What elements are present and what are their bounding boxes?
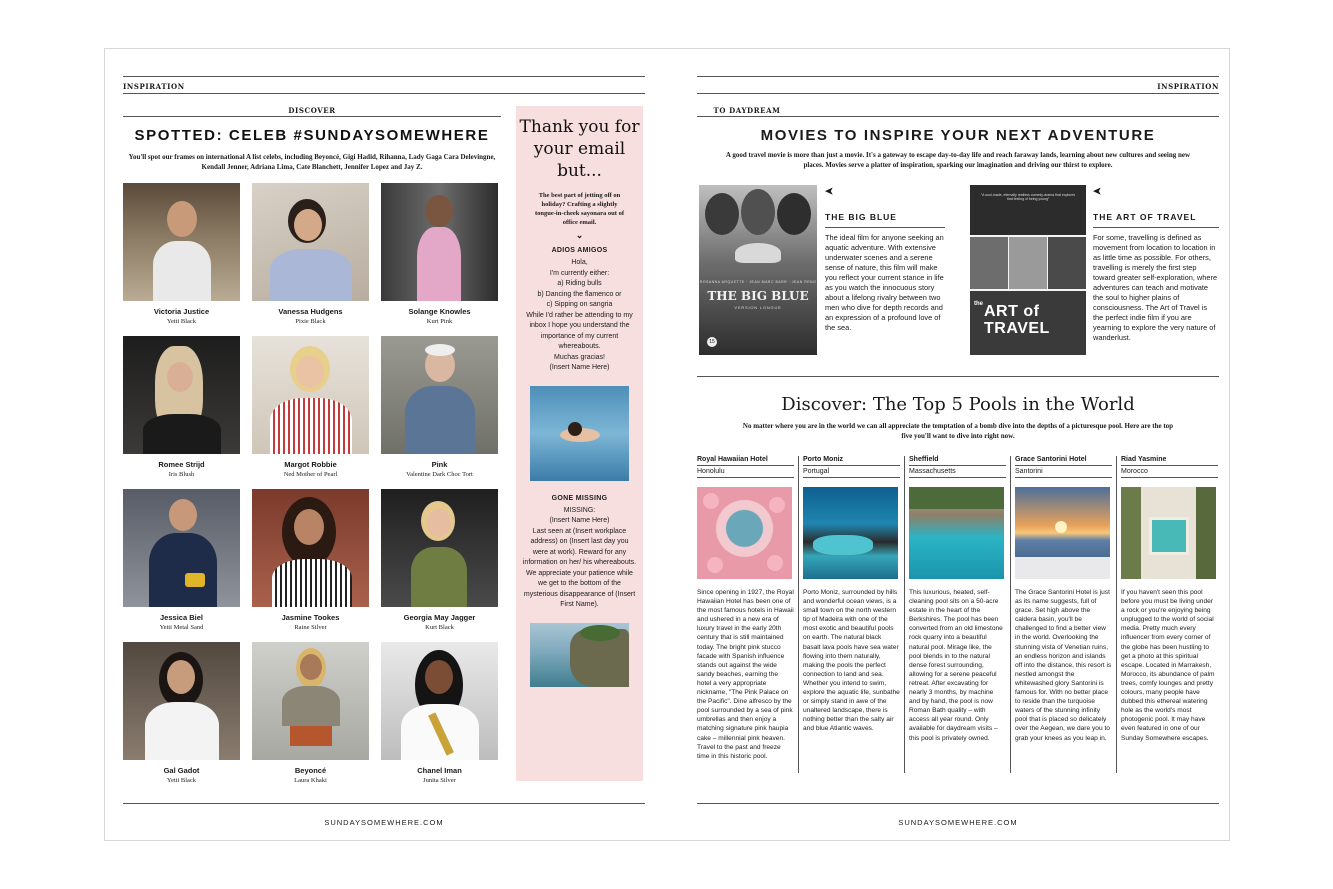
top-rule <box>697 76 1219 77</box>
pool-name: Grace Santorini Hotel <box>1015 456 1112 466</box>
celeb-card <box>123 642 240 795</box>
chevron-down-icon: ⌄ <box>575 230 584 240</box>
celeb-product: Raine Silver <box>294 624 327 631</box>
celeb-photo <box>381 183 498 301</box>
celeb-name: Victoria Justice <box>153 307 210 316</box>
pools-intro: No matter where you are in the world we can all appreciate the temptation of a bomb dive into the depths of a picturesque pool. Here are the top five you'll want to dive into right now. <box>742 422 1174 440</box>
pool-location: Portugal <box>803 468 900 478</box>
arrow-left-icon: ➤ <box>825 185 834 196</box>
movie-rule <box>825 227 945 228</box>
pool-location: Morocco <box>1121 468 1218 478</box>
pool-location: Honolulu <box>697 468 794 478</box>
celeb-product: Valentine Dark Choc Tort <box>406 471 473 478</box>
pools-grid <box>697 456 1219 786</box>
celeb-name: Georgia May Jagger <box>403 613 476 622</box>
celeb-name: Beyoncé <box>294 766 327 775</box>
celeb-name: Jessica Biel <box>160 613 203 622</box>
arrow-left-icon: ➤ <box>1093 185 1102 196</box>
movie-title: THE ART OF TRAVEL <box>1093 212 1197 222</box>
celeb-name: Margot Robbie <box>284 460 337 469</box>
celeb-photo <box>252 489 369 607</box>
pool-column <box>909 456 1006 743</box>
cliff-photo <box>530 623 629 687</box>
celeb-grid <box>123 183 501 795</box>
celeb-product: Kurt Pink <box>426 318 453 325</box>
pool-column <box>1015 456 1112 743</box>
poster-subtitle: VERSION LONGUE <box>734 305 782 310</box>
intro-text: A good travel movie is more than just a movie. It's a gateway to escape day-to-day life and reach faraway lands, learning about new cultures and seeing new places. Movies serve a platter of inspiration, sparking our imagination and driving our thirst to explore. <box>725 151 1191 169</box>
pool-text: If you haven't seen this pool before you must be living under a rock or you're enjoying being unplugged to the world of social media. Pretty much every influencer from every corner of the globe has been hustling to get a photo at this spiritual escape. Located in Marrakesh, Morocco, its abundance of palm trees, comfy lounges and pretty colours, many people have dubbed this ethereal watering hole as the world's most photogenic pool. It may have even featured in one of our Sunday Somewhere escapes. <box>1121 589 1215 742</box>
celeb-card <box>252 489 369 642</box>
pool-name: Sheffield <box>909 456 1006 466</box>
celeb-photo <box>381 336 498 454</box>
kicker: TO DAYDREAM <box>713 106 781 115</box>
pool-column <box>803 456 900 734</box>
pools-title: Discover: The Top 5 Pools in the World <box>781 394 1135 415</box>
celeb-photo <box>252 336 369 454</box>
celeb-card <box>381 642 498 795</box>
page-title: MOVIES TO INSPIRE YOUR NEXT ADVENTURE <box>760 127 1156 144</box>
celeb-card <box>123 183 240 336</box>
celeb-photo <box>123 183 240 301</box>
celeb-product: Pixie Black <box>295 318 326 325</box>
celeb-photo <box>123 336 240 454</box>
swimmer-photo <box>530 386 629 481</box>
poster-title: THE BIG BLUE <box>707 289 809 303</box>
celeb-card <box>123 489 240 642</box>
celeb-name: Pink <box>431 460 448 469</box>
celeb-product: Kurt Black <box>425 624 454 631</box>
intro-text: You'll spot our frames on international A list celebs, including Beyoncé, Gigi Hadid, Rihanna, Lady Gaga Cara Delevingne, Kendall Jenner, Adriana Lima, Cate Blanchett, Jennifer Lopez and Jay Z. <box>128 153 496 171</box>
celeb-photo <box>381 489 498 607</box>
pool-photo <box>1121 487 1216 579</box>
pool-text: This luxurious, heated, self-cleaning pool sits on a 50-acre estate in the heart of the Berkshires. The pool has been converted from an old limestone rock quarry into a beautiful natural pool. Mirage like, the pool blends in to the natural dense forest surrounding, allowing for a serene peaceful retreat. After excavating for nearly 3 months, by machine and by hand, the pool is now Roman Bath quality – with access all year round. Only available for daydream visits – this pool is privately owned. <box>909 589 1003 742</box>
celeb-name: Solange Knowles <box>408 307 471 316</box>
celeb-card <box>381 336 498 489</box>
celeb-name: Romee Strijd <box>158 460 205 469</box>
pool-text: Porto Moniz, surrounded by hills and wonderful ocean views, is a small town on the north western tip of Madeira with one of the most exotic and beautiful pools on earth. The natural black basalt lava pools have sea water flowing into them naturally, making the pools the perfect connection to land and sea. Whether you intend to swim, explore the aquatic life, sunbathe or simply stand in awe of the unaltered landscape, there is nothing better than the salty air and blue Atlantic waves. <box>803 589 900 733</box>
pool-column <box>1121 456 1218 743</box>
section-body: Hola, I'm currently either: a) Riding bulls b) Dancing the flamenco or c) Sipping on sangria While I'd rather be attending to my inbox I hope you understand the importance of my current whereabouts. Muchas gracias! (Insert Name Here) <box>526 259 633 371</box>
celeb-product: Yetti Black <box>166 318 197 325</box>
pool-name: Royal Hawaiian Hotel <box>697 456 794 466</box>
section-heading: ADIOS AMIGOS <box>551 247 608 254</box>
kicker: DISCOVER <box>288 106 336 115</box>
column-divider <box>904 456 905 773</box>
section-rule <box>697 376 1219 377</box>
celeb-name: Gal Gadot <box>163 766 200 775</box>
pool-location: Massachusetts <box>909 468 1006 478</box>
top-rule <box>123 76 645 77</box>
poster-title: ART of TRAVEL <box>984 303 1050 337</box>
celeb-photo <box>123 642 240 760</box>
header-rule <box>123 93 645 94</box>
column-divider <box>798 456 799 773</box>
celeb-product: Laura Khaki <box>294 777 327 784</box>
art-of-travel-poster: "A soul-made, eternally restless comedy-drama that explores that feeling of being young" the ART of TRAVEL <box>970 185 1086 355</box>
celeb-product: Ned Mother of Pearl <box>283 471 338 478</box>
celeb-photo <box>252 183 369 301</box>
pool-text: The Grace Santorini Hotel is just as its name suggests, full of grace. Set high above the caldera basin, you'll be challenged to find a better view in the world. Overlooking the stunning vista of Venetian ruins, an endless horizon and islands off into the distance, this resort is nestled amongst the whitewashed glory Santorini is famous for. With no better place to reside than the turquoise waters of the stunning infinity pool that is placed so delicately over the Aegean, we dare you to grab your knees as you leap in. <box>1015 589 1112 742</box>
celeb-card <box>252 183 369 336</box>
celeb-card <box>252 642 369 795</box>
footer-url: SUNDAYSOMEWHERE.COM <box>898 818 1018 827</box>
celeb-name: Chanel Iman <box>417 766 462 775</box>
pool-photo <box>697 487 792 579</box>
big-blue-poster: ROSANNA ARQUETTE · JEAN MARC BARR · JEAN RENO THE BIG BLUE VERSION LONGUE 15 <box>699 185 817 355</box>
section-body: MISSING: (Insert Name Here) Last seen at (Insert workplace address) on (Insert last day you were at work). Reward for any information on her/ his whereabouts. We appreciate your patience while we get to the bottom of the mysterious disappearance of (Insert First Name). <box>522 506 637 608</box>
pool-photo <box>803 487 898 579</box>
celeb-product: Iris Blush <box>168 471 195 478</box>
page-title: SPOTTED: CELEB #SUNDAYSOMEWHERE <box>134 127 490 144</box>
pool-photo <box>909 487 1004 579</box>
left-page <box>123 49 645 840</box>
pool-column <box>697 456 794 761</box>
footer-rule <box>123 803 645 804</box>
celeb-photo <box>252 642 369 760</box>
header-rule <box>697 93 1219 94</box>
celeb-photo <box>123 489 240 607</box>
section-label: INSPIRATION <box>1157 82 1219 91</box>
pool-text: Since opening in 1927, the Royal Hawaiian Hotel has been one of the most famous hotels in Hawaii and ushered in a new era of luxury travel in the early 20th century that is still maintained today. The bright pink stucco facade with Spanish influence stands out against the wide sandy beaches, earning the hotel a very appropriate nickname, "The Pink Palace on the Pacific". Dine alfresco by the pool surrounded by a sea of pink umbrellas and then enjoy a matching signature pink haupia cake – millennial pink heaven. Travel to the past and freeze time in this historic pool. <box>697 589 794 760</box>
celeb-card <box>381 489 498 642</box>
celeb-card <box>123 336 240 489</box>
magazine-spread <box>104 48 1230 841</box>
column-divider <box>1116 456 1117 773</box>
email-sidebar <box>516 106 643 781</box>
section-heading: GONE MISSING <box>551 494 608 502</box>
pool-name: Porto Moniz <box>803 456 900 466</box>
section-label: INSPIRATION <box>123 82 185 91</box>
celeb-name: Vanessa Hudgens <box>278 307 343 316</box>
footer-url: SUNDAYSOMEWHERE.COM <box>324 818 444 827</box>
movie-description: The ideal film for anyone seeking an aquatic adventure. With extensive underwater scenes and a serene sense of nature, this film will make you reflect your current stance in life as you watch the innocuous story about a lifelong rivalry between two men who dive for depth records and an expression of a profound love of the sea. <box>825 233 944 332</box>
right-page <box>697 49 1219 840</box>
sidebar-subtitle: The best part of jetting off on holiday? Crafting a slightly tongue-in-cheek sayonara out of office email. <box>534 192 624 226</box>
footer-rule <box>697 803 1219 804</box>
movie-rule <box>1093 227 1219 228</box>
kicker-rule <box>123 116 501 117</box>
pool-name: Riad Yasmine <box>1121 456 1218 466</box>
movie-title: THE BIG BLUE <box>825 212 897 222</box>
column-divider <box>1010 456 1011 773</box>
celeb-product: Yetti Metal Sand <box>159 624 204 631</box>
sidebar-title: Thank you for your email but... <box>519 117 640 181</box>
kicker-rule <box>697 116 1219 117</box>
pool-photo <box>1015 487 1110 579</box>
celeb-card <box>252 336 369 489</box>
celeb-product: Junita Silver <box>423 777 456 784</box>
poster-word: the <box>974 301 983 307</box>
celeb-name: Jasmine Tookes <box>281 613 340 622</box>
celeb-photo <box>381 642 498 760</box>
movie-description: For some, travelling is defined as movement from location to location in as little time as possible. For others, travelling is merely the first step toward greater self-exploration, where adventures can teach and motivate the soul to higher plains of consciousness. The Art of Travel is the perfect indie film if you are yearning to explore the very nature of wanderlust. <box>1093 233 1218 342</box>
pool-location: Santorini <box>1015 468 1112 478</box>
celeb-card <box>381 183 498 336</box>
celeb-product: Yetti Black <box>166 777 197 784</box>
